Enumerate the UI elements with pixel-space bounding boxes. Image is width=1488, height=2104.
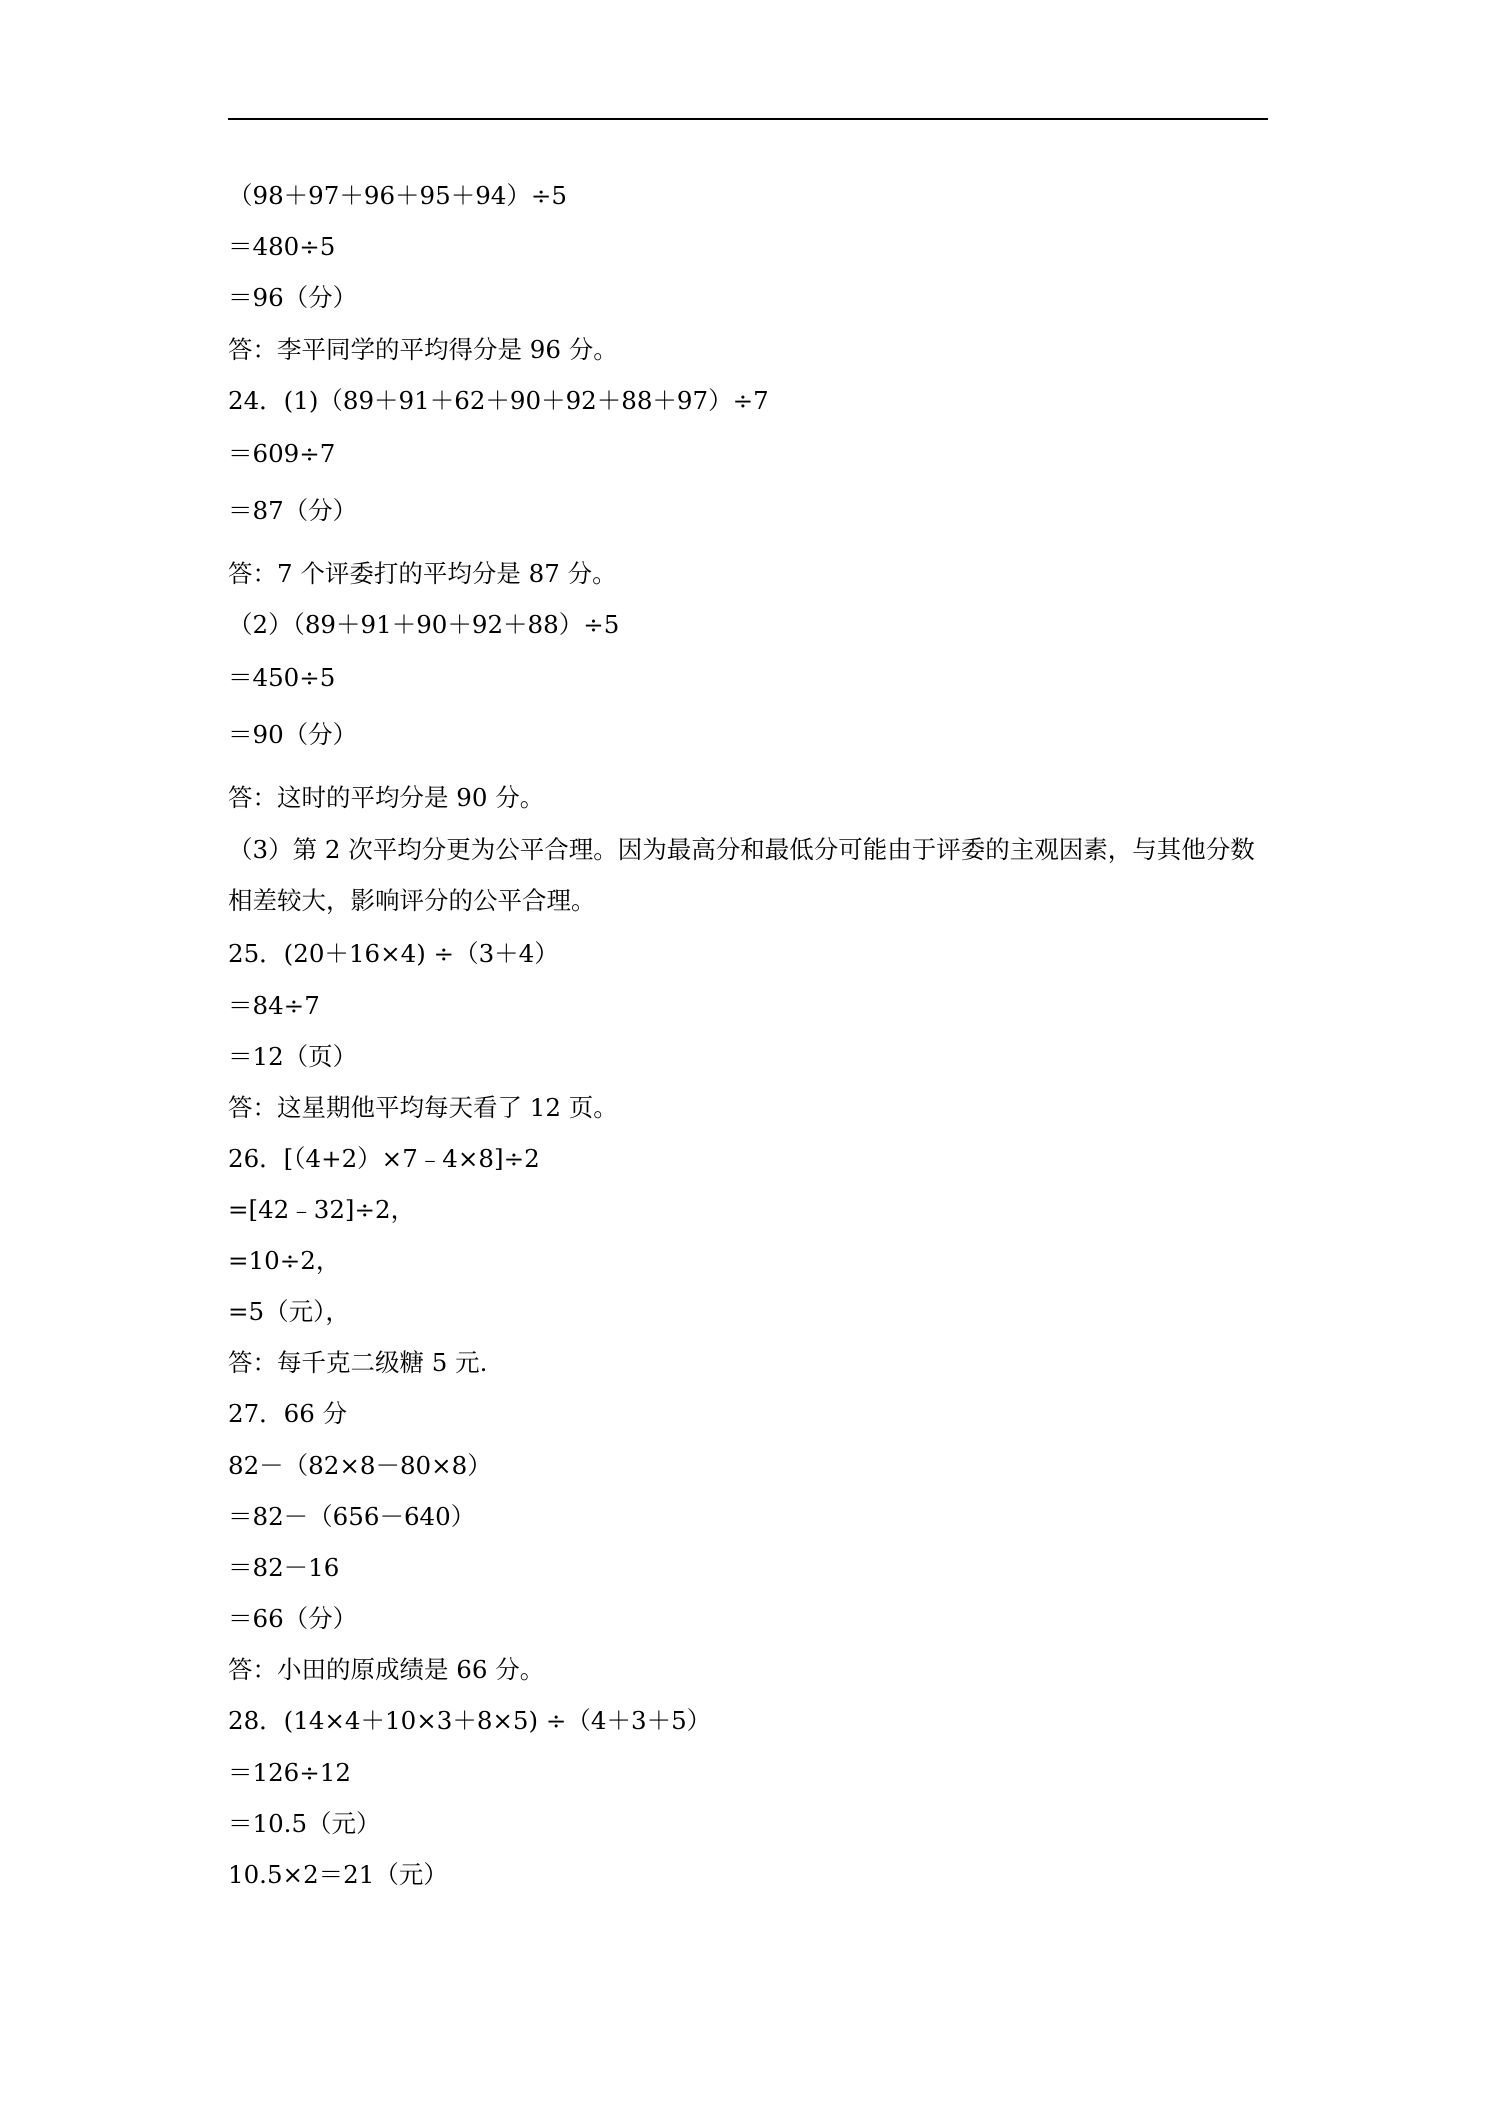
- text-line: （2）（89＋91＋90＋92＋88）÷5: [228, 610, 620, 639]
- text-line: ＝82－16: [228, 1553, 340, 1582]
- text-line: 答：这时的平均分是 90 分。: [228, 783, 545, 812]
- text-line: 答：这星期他平均每天看了 12 页。: [228, 1093, 618, 1122]
- text-line: ＝87（分）: [228, 496, 358, 525]
- text-line: 答：小田的原成绩是 66 分。: [228, 1655, 545, 1684]
- text-line: =5（元），: [228, 1297, 350, 1326]
- text-line: ＝480÷5: [228, 232, 336, 261]
- text-line: 10.5×2＝21（元）: [228, 1860, 448, 1889]
- text-line: ＝82－（656－640）: [228, 1502, 476, 1531]
- text-line: ＝450÷5: [228, 663, 336, 692]
- text-line: ＝126÷12: [228, 1758, 351, 1787]
- text-line: 27．66 分: [228, 1399, 348, 1428]
- text-line: ＝90（分）: [228, 720, 358, 749]
- text-line: 答：每千克二级糖 5 元.: [228, 1348, 488, 1377]
- text-line: ＝12（页）: [228, 1042, 358, 1071]
- text-line: ＝66（分）: [228, 1604, 358, 1633]
- text-line: 82－（82×8－80×8）: [228, 1451, 492, 1480]
- text-line: 28．(14×4＋10×3＋8×5) ÷（4＋3＋5）: [228, 1706, 712, 1735]
- text-line: （98＋97＋96＋95＋94）÷5: [228, 181, 567, 210]
- text-line: ＝609÷7: [228, 439, 336, 468]
- text-line: 答：7 个评委打的平均分是 87 分。: [228, 559, 617, 588]
- text-paragraph: （3）第 2 次平均分更为公平合理。因为最高分和最低分可能由于评委的主观因素，与其他分数相差较大，影响评分的公平合理。: [228, 835, 1255, 915]
- text-line: ＝84÷7: [228, 991, 320, 1020]
- text-line: =10÷2，: [228, 1246, 341, 1275]
- text-line: ＝96（分）: [228, 283, 358, 312]
- header-rule: [228, 118, 1268, 120]
- text-line: 26．[（4+2）×7﹣4×8]÷2: [228, 1144, 540, 1173]
- text-line: =[42﹣32]÷2，: [228, 1195, 416, 1224]
- text-line: ＝10.5（元）: [228, 1809, 381, 1838]
- text-line: 25．(20＋16×4) ÷（3＋4）: [228, 939, 559, 968]
- text-line: 24．(1)（89＋91＋62＋90＋92＋88＋97）÷7: [228, 386, 769, 415]
- text-line: 答：李平同学的平均得分是 96 分。: [228, 335, 618, 364]
